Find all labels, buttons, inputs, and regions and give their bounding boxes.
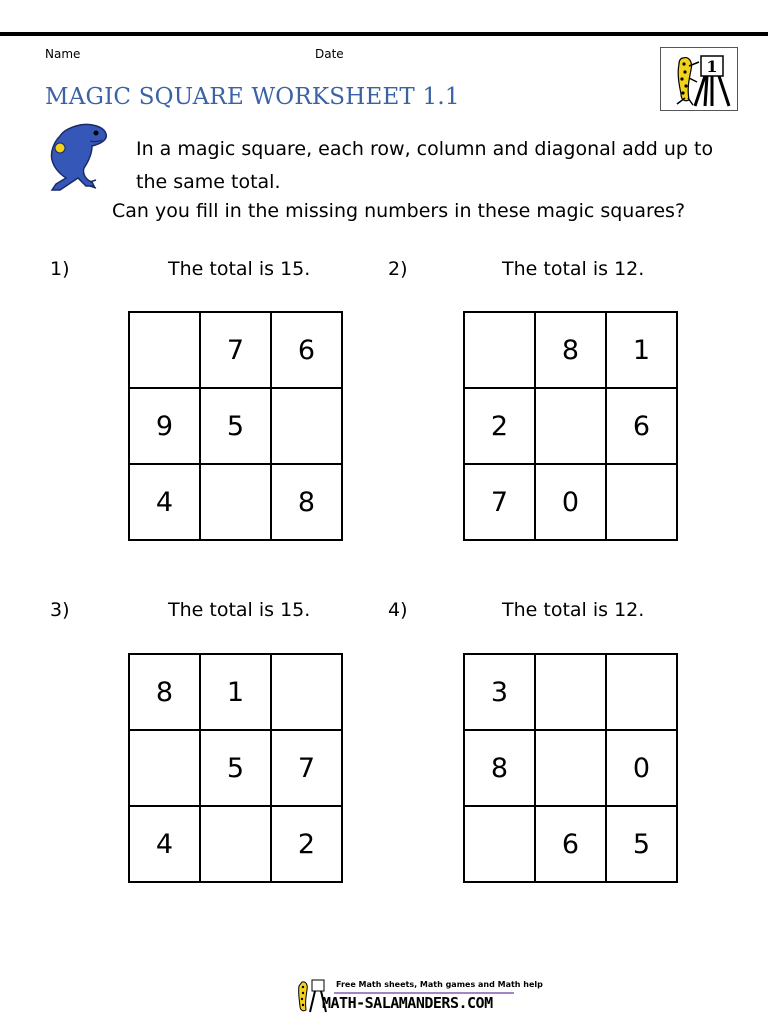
grid-cell[interactable]	[271, 654, 342, 730]
top-rule	[0, 32, 768, 36]
grid-cell[interactable]	[535, 388, 606, 464]
magic-square-grid	[128, 653, 343, 883]
grid-cell[interactable]: 8	[535, 312, 606, 388]
grid-cell[interactable]	[606, 654, 677, 730]
grid-cell[interactable]: 0	[535, 464, 606, 540]
grid-cell[interactable]: 7	[464, 464, 535, 540]
grid-cell[interactable]: 7	[271, 730, 342, 806]
grid-cell[interactable]: 7	[200, 312, 271, 388]
question-text: Can you fill in the missing numbers in these magic squares?	[112, 200, 686, 222]
problem-number: 1)	[50, 258, 70, 280]
grid-cell[interactable]	[535, 654, 606, 730]
problem-total: The total is 15.	[168, 599, 311, 621]
grid-cell[interactable]	[464, 312, 535, 388]
grid-cell[interactable]	[200, 806, 271, 882]
grid-cell[interactable]: 5	[606, 806, 677, 882]
grid-cell[interactable]: 9	[129, 388, 200, 464]
grid-cell[interactable]: 6	[271, 312, 342, 388]
grid-cell[interactable]	[271, 388, 342, 464]
grid-cell[interactable]: 3	[464, 654, 535, 730]
worksheet-title: MAGIC SQUARE WORKSHEET 1.1	[45, 84, 460, 110]
grid-cell[interactable]: 8	[271, 464, 342, 540]
grid-cell[interactable]: 2	[464, 388, 535, 464]
grid-cell[interactable]: 1	[606, 312, 677, 388]
grid-cell[interactable]: 5	[200, 388, 271, 464]
date-label: Date	[315, 47, 344, 61]
grid-cell[interactable]: 8	[464, 730, 535, 806]
grid-cell[interactable]: 8	[129, 654, 200, 730]
grid-cell[interactable]: 5	[200, 730, 271, 806]
problem-total: The total is 12.	[502, 599, 645, 621]
grid-cell[interactable]: 4	[129, 464, 200, 540]
grid-cell[interactable]	[129, 312, 200, 388]
grid-cell[interactable]: 6	[535, 806, 606, 882]
grid-cell[interactable]	[200, 464, 271, 540]
grid-cell[interactable]: 4	[129, 806, 200, 882]
blue-frog-icon	[46, 120, 110, 192]
footer-brand: MATH-SALAMANDERS.COM	[322, 994, 493, 1012]
salamander-easel-icon	[661, 48, 737, 110]
level-number: 1	[706, 57, 718, 76]
grid-cell[interactable]	[606, 464, 677, 540]
problem-total: The total is 12.	[502, 258, 645, 280]
magic-square-grid	[463, 653, 678, 883]
grid-cell[interactable]: 6	[606, 388, 677, 464]
grid-cell[interactable]	[535, 730, 606, 806]
grid-cell[interactable]: 1	[200, 654, 271, 730]
problem-number: 4)	[388, 599, 408, 621]
problem-total: The total is 15.	[168, 258, 311, 280]
grid-cell[interactable]	[129, 730, 200, 806]
level-badge	[660, 47, 738, 111]
magic-square-grid	[463, 311, 678, 541]
magic-square-grid	[128, 311, 343, 541]
footer-tagline: Free Math sheets, Math games and Math help	[336, 980, 543, 989]
problem-number: 3)	[50, 599, 70, 621]
name-label: Name	[45, 47, 81, 61]
grid-cell[interactable]: 0	[606, 730, 677, 806]
grid-cell[interactable]: 2	[271, 806, 342, 882]
grid-cell[interactable]	[464, 806, 535, 882]
intro-text: In a magic square, each row, column and diagonal add up to the same total.	[136, 138, 714, 193]
problem-number: 2)	[388, 258, 408, 280]
